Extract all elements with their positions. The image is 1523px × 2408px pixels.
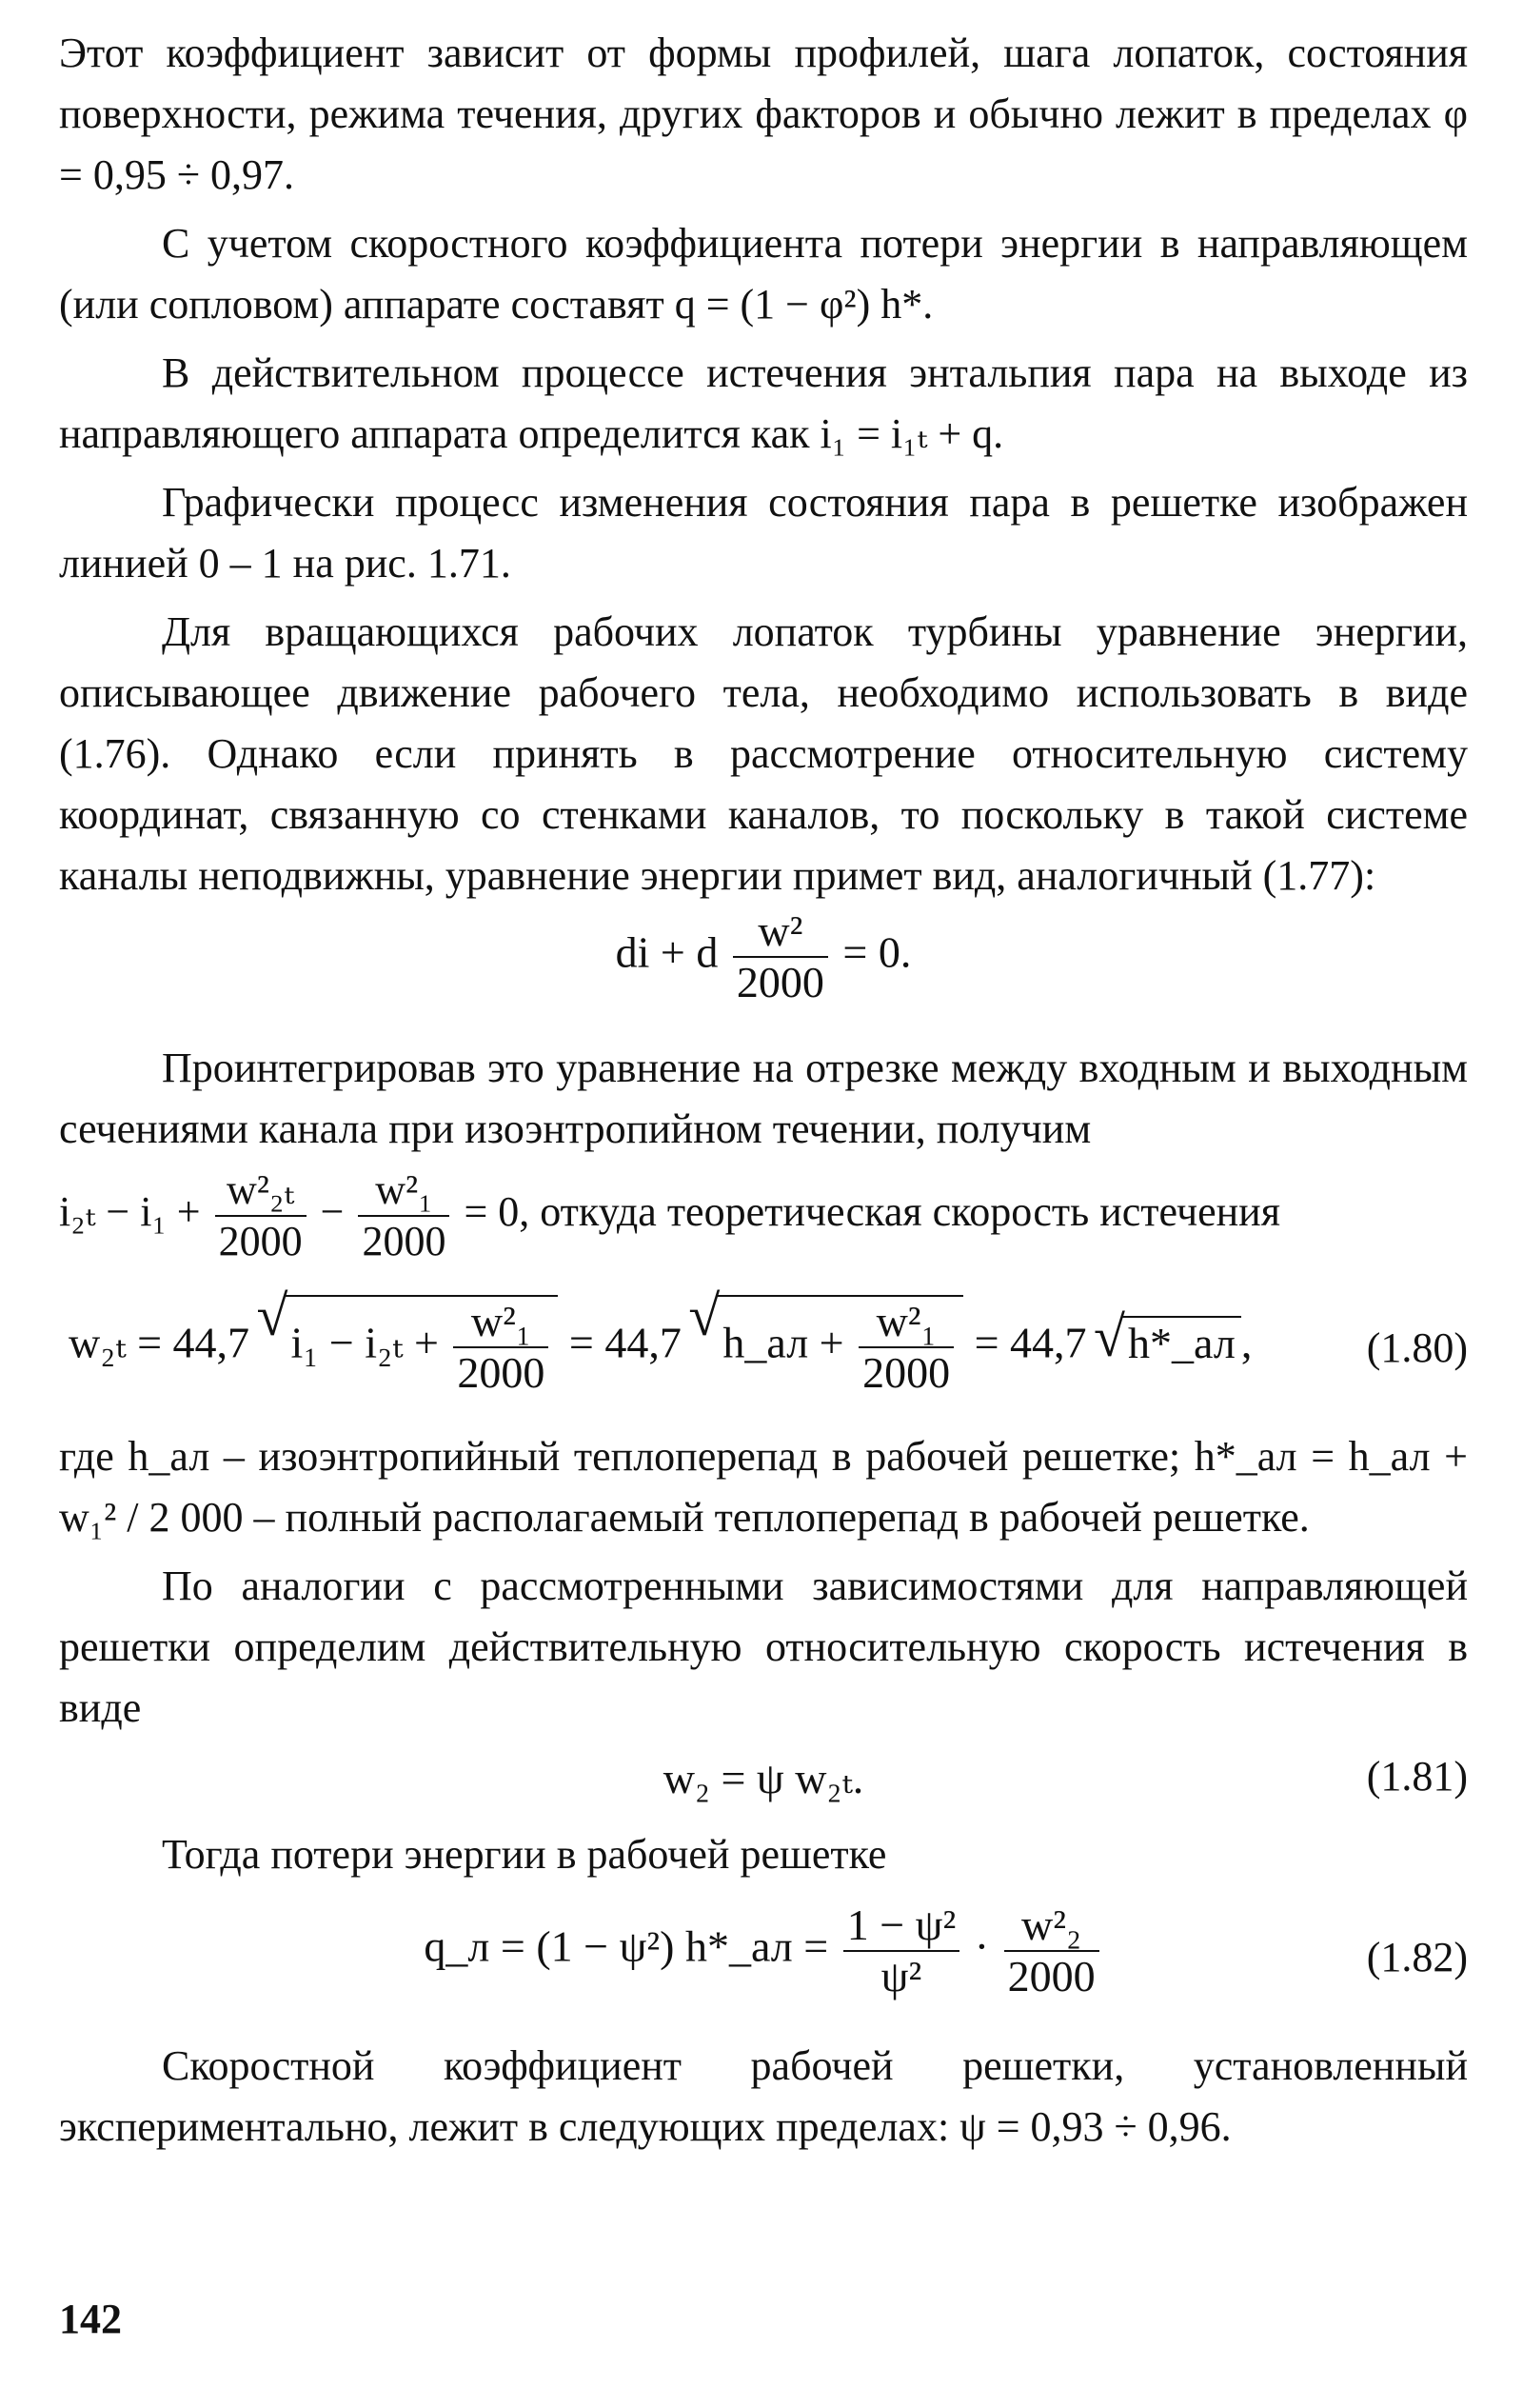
paragraph: По аналогии с рассмотренными зависимостями для направляющей решетки определим действительную относительную скорость истечения в виде [59, 1562, 1468, 1731]
paragraph: Скоростной коэффициент рабочей решетки, установленный экспериментально, лежит в следующих пределах: ψ = 0,93 ÷ 0,96. [59, 2042, 1468, 2150]
denominator: 2000 [457, 1348, 545, 1397]
formula-1-81 [59, 1739, 1468, 1824]
formula-text: − [320, 1188, 345, 1236]
paragraph: где h_ал – изоэнтропийный теплоперепад в рабочей решетке; h*_ал = h_ал + w₁² / 2 000 – полный располагаемый теплоперепад в рабочей решетке. [59, 1433, 1468, 1541]
formula-text: = 0 [464, 1188, 520, 1236]
fraction [843, 1901, 960, 2001]
denominator: 2000 [218, 1218, 303, 1264]
equation-number: (1.80) [1366, 1324, 1468, 1371]
paragraph: Графически процесс изменения состояния пара в решетке изображен линией 0 – 1 на рис. 1.71. [59, 479, 1468, 587]
sqrt [717, 1295, 963, 1398]
radicand: h_ал + [722, 1318, 844, 1367]
fraction [733, 906, 828, 1007]
formula-1-82 [59, 1885, 1468, 2028]
formula-1-80 [59, 1276, 1468, 1419]
paragraph: С учетом скоростного коэффициента потери энергии в направляющем (или сопловом) аппарате составят q = (1 − φ²) h*. [59, 220, 1468, 328]
formula-text: · [974, 1921, 990, 1971]
paragraph: Для вращающихся рабочих лопаток турбины уравнение энергии, описывающее движение рабочего тела, необходимо использовать в виде (1.76). Однако если принять в рассмотрение относительную систему координат, связанную со стенками каналов, то поскольку в такой системе каналы неподвижны, уравнение энергии примет вид, аналогичный (1.77): [59, 608, 1468, 899]
formula-text: = 44,7 [974, 1318, 1087, 1367]
denominator: 2000 [862, 1348, 951, 1397]
fraction [358, 1165, 449, 1266]
formula-integral [59, 1165, 1468, 1266]
page-number: 142 [59, 2296, 122, 2342]
formula-energy [59, 906, 1468, 1030]
fraction [859, 1297, 954, 1398]
equation-number: (1.82) [1366, 1934, 1468, 1980]
formula-text: , [1240, 1318, 1253, 1367]
denominator: 2000 [362, 1218, 446, 1264]
formula-text: di + d [615, 927, 719, 977]
formula-text: = 44,7 [568, 1318, 682, 1367]
numerator: w²₂ [1004, 1901, 1099, 1952]
numerator: w²₁ [859, 1297, 954, 1348]
formula-text: = 0. [842, 927, 912, 977]
sqrt [1122, 1316, 1241, 1368]
radicand: i₁ − i₂ₜ + [290, 1318, 439, 1367]
fraction [453, 1297, 548, 1398]
equation-number: (1.81) [1366, 1753, 1468, 1800]
sqrt [286, 1295, 559, 1398]
paragraph: Тогда потери энергии в рабочей решетке [162, 1831, 887, 1878]
fraction [1004, 1901, 1099, 2001]
radicand: h*_ал [1128, 1318, 1236, 1367]
numerator: w²₁ [358, 1165, 449, 1217]
denominator: 2000 [736, 958, 824, 1006]
denominator: 2000 [1007, 1952, 1096, 2000]
formula-text: w₂ = ψ w₂ₜ. [663, 1754, 864, 1802]
paragraph: В действительном процессе истечения энтальпия пара на выходе из направляющего аппарата определится как i₁ = i₁ₜ + q. [59, 349, 1468, 457]
formula-text: w₂ₜ = 44,7 [69, 1318, 250, 1367]
page-body [59, 23, 1468, 2158]
numerator: w²₂ₜ [215, 1165, 307, 1217]
paragraph: Проинтегрировав это уравнение на отрезке между входным и выходным сечениями канала при изоэнтропийном течении, получим [59, 1045, 1468, 1152]
numerator: w² [733, 906, 828, 958]
paragraph: Этот коэффициент зависит от формы профилей, шага лопаток, состояния поверхности, режима течения, других факторов и обычно лежит в пределах φ = 0,95 ÷ 0,97. [59, 30, 1468, 198]
formula-text: q_л = (1 − ψ²) h*_ал = [424, 1921, 829, 1971]
numerator: w²₁ [453, 1297, 548, 1348]
paragraph-tail: , откуда теоретическая скорость истечения [519, 1188, 1280, 1236]
numerator: 1 − ψ² [843, 1901, 960, 1952]
denominator: ψ² [880, 1952, 922, 2000]
fraction [215, 1165, 307, 1266]
formula-text: i₂ₜ − i₁ + [59, 1188, 201, 1236]
